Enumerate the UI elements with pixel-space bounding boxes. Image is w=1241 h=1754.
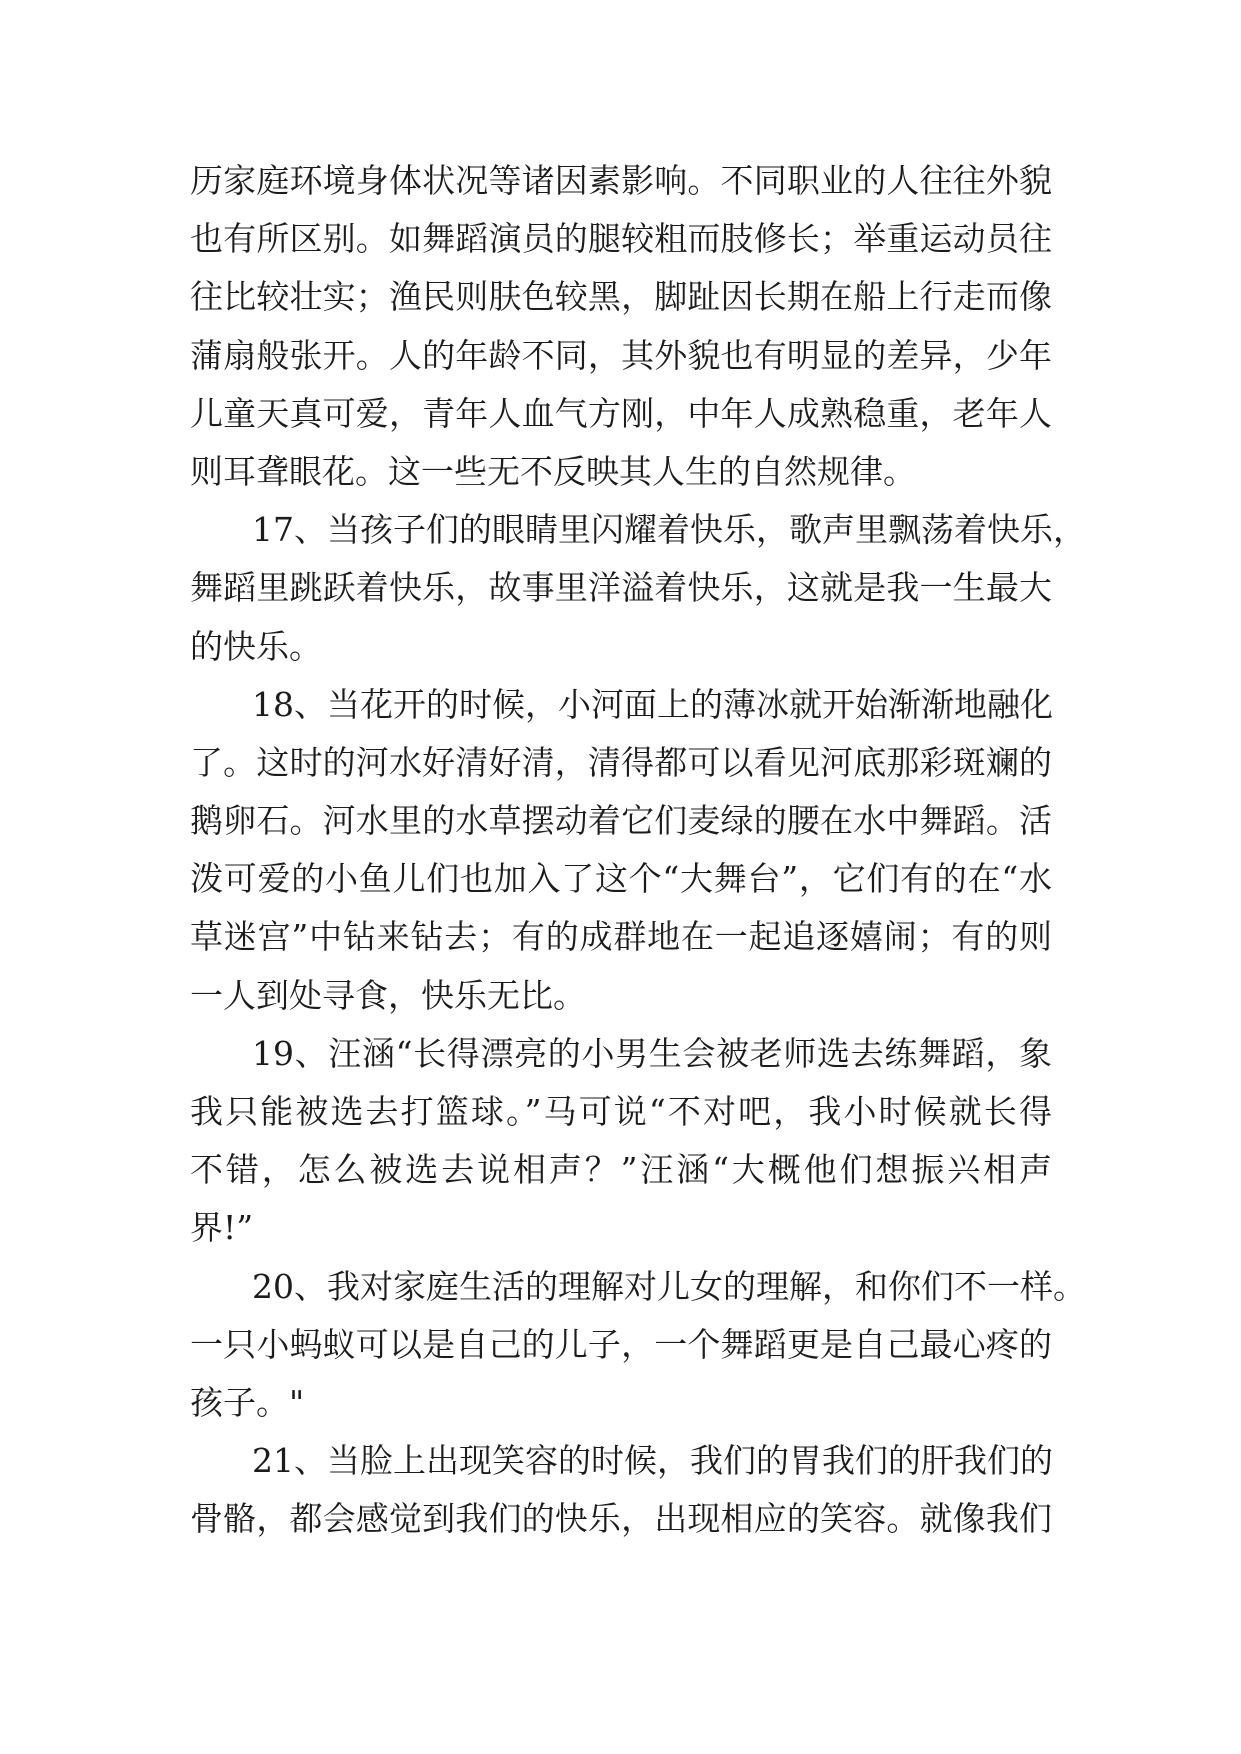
text-line: 草迷宫”中钻来钻去；有的成群地在一起追逐嬉闹；有的则 [190, 917, 1052, 957]
text-line: 界!” [190, 1208, 254, 1248]
text-line: 鹅卵石。河水里的水草摆动着它们麦绿的腰在水中舞蹈。活 [190, 801, 1052, 841]
text-line: 泼可爱的小鱼儿们也加入了这个“大舞台”，它们有的在“水 [190, 859, 1052, 899]
text-line: 不错，怎么被选去说相声？”汪涵“大概他们想振兴相声 [190, 1150, 1052, 1190]
text-line: 一只小蚂蚁可以是自己的儿子，一个舞蹈更是自己最心疼的 [190, 1324, 1052, 1364]
text-line: 我只能被选去打篮球。”马可说“不对吧，我小时候就长得 [190, 1092, 1052, 1131]
text-line: 20、我对家庭生活的理解对儿女的理解，和你们不一样。 [252, 1266, 1086, 1306]
text-line: 舞蹈里跳跃着快乐，故事里洋溢着快乐，这就是我一生最大 [190, 568, 1052, 608]
text-line: 往比较壮实；渔民则肤色较黑，脚趾因长期在船上行走而像 [190, 277, 1052, 317]
text-line: 一人到处寻食，快乐无比。 [190, 975, 586, 1015]
text-line: 儿童天真可爱，青年人血气方刚，中年人成熟稳重，老年人 [190, 393, 1052, 433]
text-line: 21、当脸上出现笑容的时候，我们的胃我们的肝我们的 [252, 1441, 1053, 1481]
text-line: 骨骼，都会感觉到我们的快乐，出现相应的笑容。就像我们 [190, 1499, 1052, 1539]
document-body [190, 152, 1086, 1549]
text-line: 了。这时的河水好清好清，清得都可以看见河底那彩斑斓的 [190, 742, 1052, 782]
text-line: 的快乐。 [190, 626, 322, 666]
text-line: 蒲扇般张开。人的年龄不同，其外貌也有明显的差异，少年 [190, 335, 1052, 375]
text-line: 也有所区别。如舞蹈演员的腿较粗而肢修长；举重运动员往 [190, 219, 1052, 259]
text-line: 19、汪涵“长得漂亮的小男生会被老师选去练舞蹈，象 [252, 1033, 1052, 1073]
text-line: 则耳聋眼花。这一些无不反映其人生的自然规律。 [190, 451, 916, 491]
text-line: 17、当孩子们的眼睛里闪耀着快乐，歌声里飘荡着快乐， [252, 510, 1086, 550]
text-line: 孩子。" [190, 1382, 305, 1422]
text-line: 历家庭环境身体状况等诸因素影响。不同职业的人往往外貌 [190, 161, 1052, 200]
text-line: 18、当花开的时候，小河面上的薄冰就开始渐渐地融化 [252, 684, 1053, 724]
